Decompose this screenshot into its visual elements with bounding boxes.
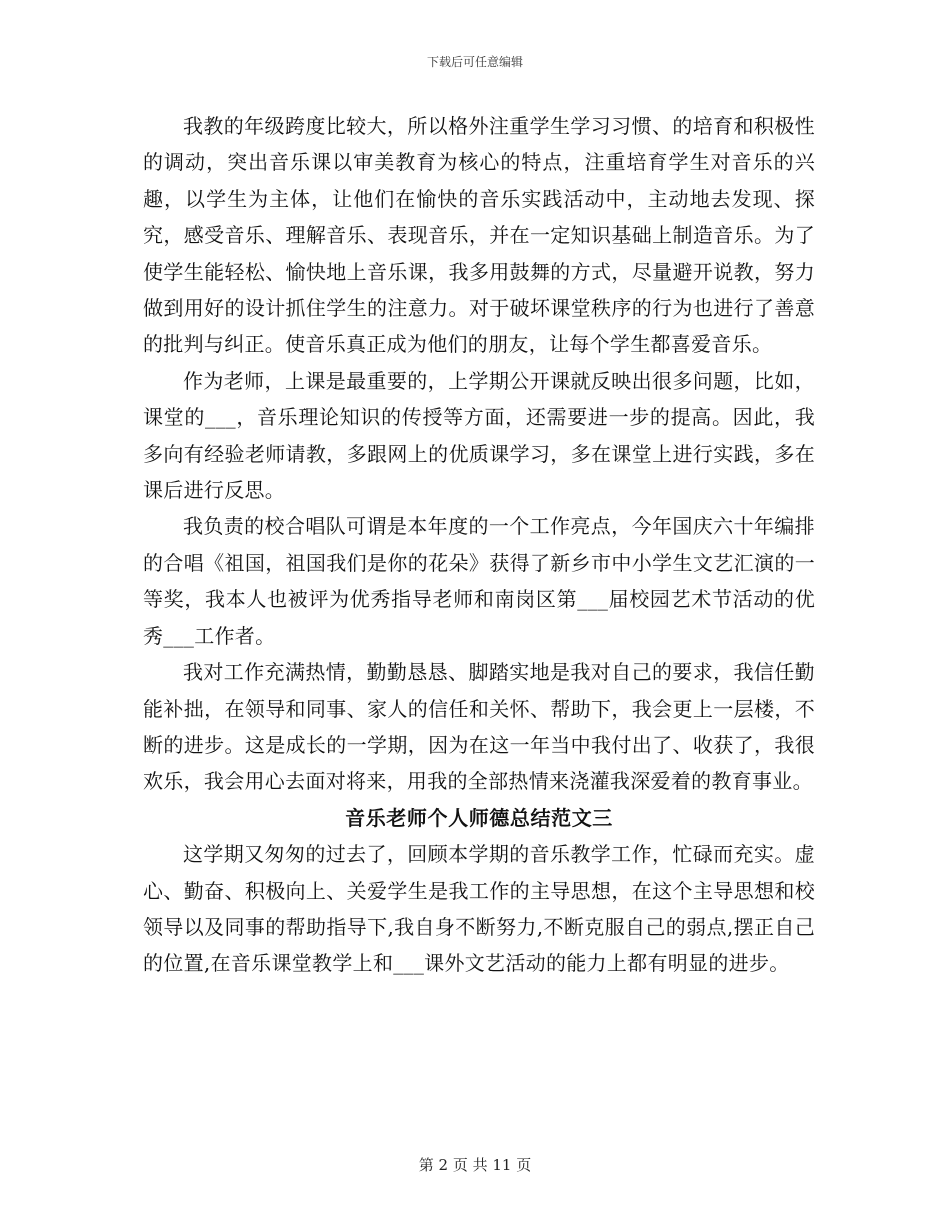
paragraph-3: 我负责的校合唱队可谓是本年度的一个工作亮点，今年国庆六十年编排的合唱《祖国，祖国我们是你的花朵》获得了新乡市中小学生文艺汇演的一等奖，我本人也被评为优秀指导老师和南岗区第___届校园艺术节活动的优秀___工作者。 (143, 514, 815, 648)
paragraph-4: 我对工作充满热情，勤勤恳恳、脚踏实地是我对自己的要求，我信任勤能补拙，在领导和同事、家人的信任和关怀、帮助下，我会更上一层楼，不断的进步。这是成长的一学期，因为在这一年当中我付出了、收获了，我很欢乐，我会用心去面对将来，用我的全部热情来浇灌我深爱着的教育事业。 (143, 660, 815, 794)
section-paragraph-1: 这学期又匆匆的过去了，回顾本学期的音乐教学工作，忙碌而充实。虚心、勤奋、积极向上、关爱学生是我工作的主导思想，在这个主导思想和校领导以及同事的帮助指导下,我自身不断努力,不断克服自己的弱点,摆正自己的位置,在音乐课堂教学上和___课外文艺活动的能力上都有明显的进步。 (143, 842, 815, 976)
paragraph-1: 我教的年级跨度比较大，所以格外注重学生学习习惯、的培育和积极性的调动，突出音乐课以审美教育为核心的特点，注重培育学生对音乐的兴趣，以学生为主体，让他们在愉快的音乐实践活动中，主动地去发现、探究，感受音乐、理解音乐、表现音乐，并在一定知识基础上制造音乐。为了使学生能轻松、愉快地上音乐课，我多用鼓舞的方式，尽量避开说教，努力做到用好的设计抓住学生的注意力。对于破坏课堂秩序的行为也进行了善意的批判与纠正。使音乐真正成为他们的朋友，让每个学生都喜爱音乐。 (143, 114, 815, 357)
page-header-note: 下载后可任意编辑 (426, 55, 523, 69)
section-title: 音乐老师个人师德总结范文三 (345, 805, 613, 830)
document-body (143, 108, 815, 982)
paragraph-2: 作为老师，上课是最重要的，上学期公开课就反映出很多问题，比如，课堂的___，音乐理论知识的传授等方面，还需要进一步的提高。因此，我多向有经验老师请教，多跟网上的优质课学习，多在课堂上进行实践，多在课后进行反思。 (143, 368, 815, 503)
page-number-footer: 第 2 页 共 11 页 (418, 1156, 532, 1174)
